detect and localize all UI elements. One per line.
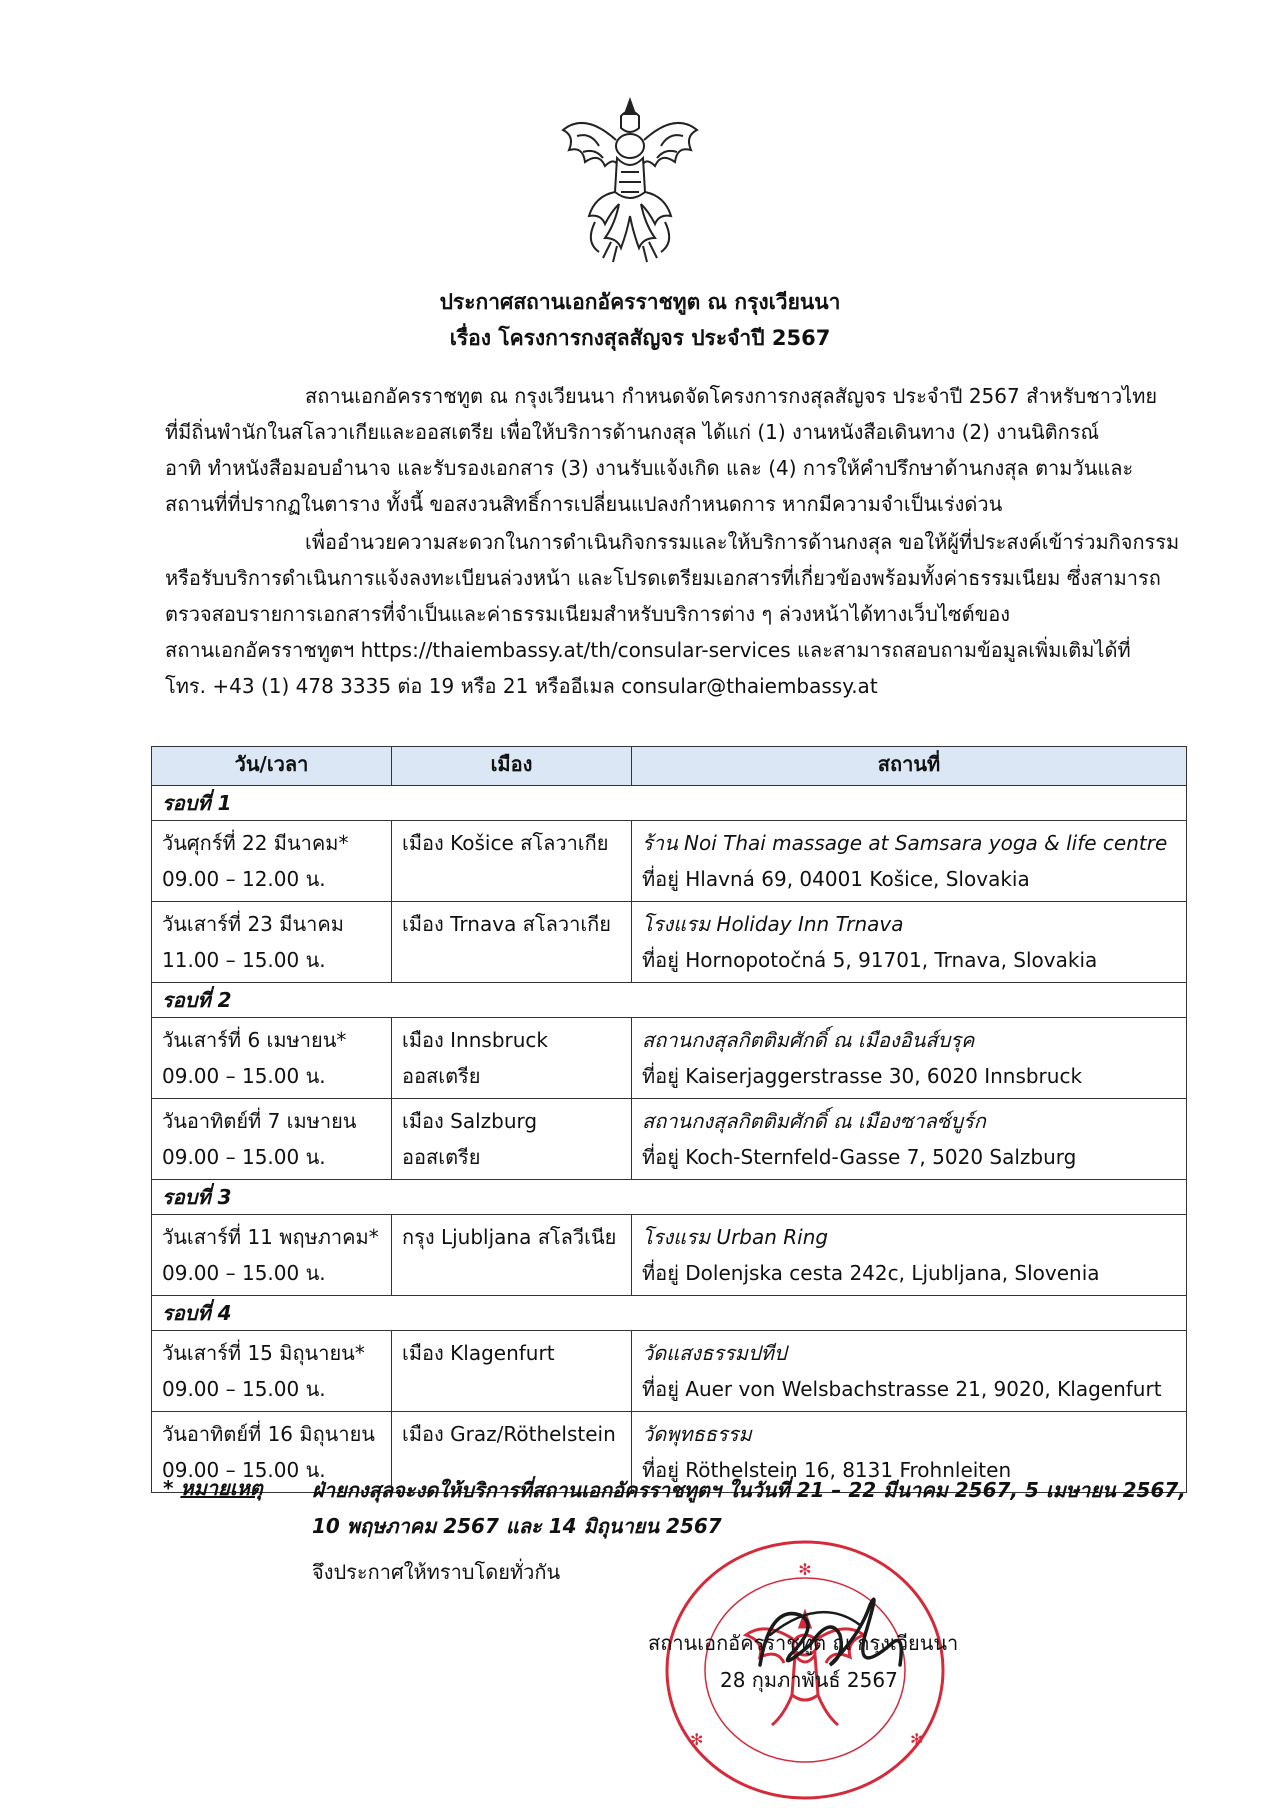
date-text: วันเสาร์ที่ 15 มิถุนายน* [162, 1341, 365, 1365]
date-text: วันเสาร์ที่ 23 มีนาคม [162, 912, 344, 936]
date-cell [152, 1215, 392, 1296]
note-line: 10 พฤษภาคม 2567 และ 14 มิถุนายน 2567 [312, 1514, 722, 1538]
address-text: ที่อยู่ Dolenjska cesta 242c, Ljubljana, Slovenia [642, 1261, 1100, 1285]
time-text: 09.00 – 15.00 น. [162, 1145, 326, 1169]
city-text: เมือง Salzburg [402, 1109, 538, 1133]
venue-text: ร้าน Noi Thai massage at Samsara yoga & life centre [642, 831, 1168, 855]
signature-icon [740, 1575, 920, 1705]
paragraph-line: โทร. +43 (1) 478 3335 ต่อ 19 หรือ 21 หรืออีเมล consular@thaiembassy.at [165, 674, 878, 698]
city-text: เมือง Košice สโลวาเกีย [402, 831, 609, 855]
date-cell [152, 821, 392, 902]
address-text: ที่อยู่ Koch-Sternfeld-Gasse 7, 5020 Salzburg [642, 1145, 1077, 1169]
date-text: วันอาทิตย์ที่ 7 เมษายน [162, 1109, 357, 1133]
time-text: 09.00 – 15.00 น. [162, 1377, 326, 1401]
round-label: รอบที่ 3 [152, 1180, 1187, 1215]
city-cell [392, 821, 632, 902]
city-cell [392, 902, 632, 983]
address-text: ที่อยู่ Hornopotočná 5, 91701, Trnava, Slovakia [642, 948, 1098, 972]
announcement-title: ประกาศสถานเอกอัครราชทูต ณ กรุงเวียนนา [439, 290, 841, 314]
city-text: กรุง Ljubljana สโลวีเนีย [402, 1225, 617, 1249]
venue-cell [632, 1099, 1187, 1180]
venue-text: วัดแสงธรรมปทีป [642, 1341, 787, 1365]
time-text: 11.00 – 15.00 น. [162, 948, 326, 972]
round-label: รอบที่ 1 [152, 786, 1187, 821]
date-text: วันศุกร์ที่ 22 มีนาคม* [162, 831, 349, 855]
round-row [152, 983, 1187, 1018]
intro-paragraph [165, 378, 1175, 522]
note-label-text: หมายเหตุ [180, 1476, 263, 1500]
venue-text: สถานกงสุลกิตติมศักดิ์ ณ เมืองอินส์บรุค [642, 1028, 975, 1052]
venue-text: วัดพุทธธรรม [642, 1422, 752, 1446]
venue-text: โรงแรม Urban Ring [642, 1225, 829, 1249]
city-text: เมือง Graz/Röthelstein [402, 1422, 616, 1446]
venue-cell [632, 821, 1187, 902]
note-line: ฝ่ายกงสุลจะงดให้บริการที่สถานเอกอัครราชทูตฯ ในวันที่ 21 – 22 มีนาคม 2567, 5 เมษายน 2567, [312, 1478, 1186, 1502]
venue-cell [632, 1331, 1187, 1412]
note-label: * หมายเหตุ [163, 1476, 263, 1500]
date-cell [152, 1331, 392, 1412]
city-cell [392, 1215, 632, 1296]
paragraph-line: สถานเอกอัครราชทูตฯ https://thaiembassy.at/th/consular-services และสามารถสอบถามข้อมูลเพิ่มเติมได้ที่ [165, 638, 1131, 662]
paragraph-line: สถานเอกอัครราชทูต ณ กรุงเวียนนา กำหนดจัดโครงการกงสุลสัญจร ประจำปี 2567 สำหรับชาวไทย [305, 384, 1158, 408]
city-text: เมือง Innsbruck [402, 1028, 548, 1052]
signing-date: 28 กุมภาพันธ์ 2567 [720, 1668, 898, 1692]
venue-text: สถานกงสุลกิตติมศักดิ์ ณ เมืองซาลซ์บูร์ก [642, 1109, 986, 1133]
round-row [152, 1296, 1187, 1331]
paragraph-line: อาทิ ทำหนังสือมอบอำนาจ และรับรองเอกสาร (3) งานรับแจ้งเกิด และ (4) การให้คำปรึกษาด้านกงสุล ตามวันและ [165, 456, 1134, 480]
date-cell [152, 1018, 392, 1099]
round-row [152, 786, 1187, 821]
registration-paragraph [165, 524, 1180, 704]
venue-cell [632, 902, 1187, 983]
time-text: 09.00 – 15.00 น. [162, 1261, 326, 1285]
round-label: รอบที่ 2 [152, 983, 1187, 1018]
table-row [152, 1215, 1187, 1296]
signing-organization: สถานเอกอัครราชทูต ณ กรุงเวียนนา [648, 1631, 959, 1655]
round-label: รอบที่ 4 [152, 1296, 1187, 1331]
address-text: ที่อยู่ Auer von Welsbachstrasse 21, 9020, Klagenfurt [642, 1377, 1162, 1401]
city-text: เมือง Trnava สโลวาเกีย [402, 912, 612, 936]
city-cell [392, 1018, 632, 1099]
city-text: เมือง Klagenfurt [402, 1341, 555, 1365]
table-row [152, 902, 1187, 983]
table-row [152, 1331, 1187, 1412]
table-row [152, 821, 1187, 902]
announcement-subject: เรื่อง โครงการกงสุลสัญจร ประจำปี 2567 [449, 326, 831, 350]
paragraph-line: สถานที่ที่ปรากฏในตาราง ทั้งนี้ ขอสงวนสิทธิ์การเปลี่ยนแปลงกำหนดการ หากมีความจำเป็นเร่งด่วน [165, 492, 1003, 516]
time-text: 09.00 – 15.00 น. [162, 1458, 326, 1482]
paragraph-line: เพื่ออำนวยความสะดวกในการดำเนินกิจกรรมและให้บริการด้านกงสุล ขอให้ผู้ที่ประสงค์เข้าร่วมกิจกรรม [305, 530, 1180, 554]
header-date-time: วัน/เวลา [152, 747, 392, 786]
city-cell [392, 1331, 632, 1412]
paragraph-line: ที่มีถิ่นพำนักในสโลวาเกียและออสเตรีย เพื่อให้บริการด้านกงสุล ได้แก่ (1) งานหนังสือเดินทาง (2) งานนิติกรณ์ [165, 420, 1100, 444]
date-cell [152, 902, 392, 983]
svg-text:✻: ✻ [798, 1560, 812, 1579]
time-text: 09.00 – 12.00 น. [162, 867, 326, 891]
header-city: เมือง [392, 747, 632, 786]
date-cell [152, 1099, 392, 1180]
garuda-emblem-icon [555, 92, 705, 267]
time-text: 09.00 – 15.00 น. [162, 1064, 326, 1088]
svg-text:✻: ✻ [910, 1730, 924, 1749]
address-text: ที่อยู่ Röthelstein 16, 8131 Frohnleiten [642, 1458, 1012, 1482]
date-text: วันเสาร์ที่ 6 เมษายน* [162, 1028, 347, 1052]
address-text: ที่อยู่ Hlavná 69, 04001 Košice, Slovakia [642, 867, 1030, 891]
table-header-row [152, 747, 1187, 786]
venue-cell [632, 1215, 1187, 1296]
country-text: ออสเตรีย [402, 1145, 481, 1169]
venue-cell [632, 1018, 1187, 1099]
svg-text:✻: ✻ [690, 1730, 704, 1749]
date-text: วันเสาร์ที่ 11 พฤษภาคม* [162, 1225, 379, 1249]
address-text: ที่อยู่ Kaiserjaggerstrasse 30, 6020 Innsbruck [642, 1064, 1083, 1088]
paragraph-line: หรือรับบริการดำเนินการแจ้งลงทะเบียนล่วงหน้า และโปรดเตรียมเอกสารที่เกี่ยวข้องพร้อมทั้งค่าธรรมเนียม ซึ่งสามารถ [165, 566, 1161, 590]
header-venue: สถานที่ [632, 747, 1187, 786]
round-row [152, 1180, 1187, 1215]
paragraph-line: ตรวจสอบรายการเอกสารที่จำเป็นและค่าธรรมเนียมสำหรับบริการต่าง ๆ ล่วงหน้าได้ทางเว็บไซต์ของ [165, 602, 1011, 626]
country-text: ออสเตรีย [402, 1064, 481, 1088]
date-text: วันอาทิตย์ที่ 16 มิถุนายน [162, 1422, 375, 1446]
schedule-table [151, 746, 1187, 1493]
table-row [152, 1018, 1187, 1099]
note-text [312, 1472, 1192, 1544]
closing-text: จึงประกาศให้ทราบโดยทั่วกัน [312, 1560, 561, 1584]
city-cell [392, 1099, 632, 1180]
venue-text: โรงแรม Holiday Inn Trnava [642, 912, 904, 936]
table-row [152, 1099, 1187, 1180]
